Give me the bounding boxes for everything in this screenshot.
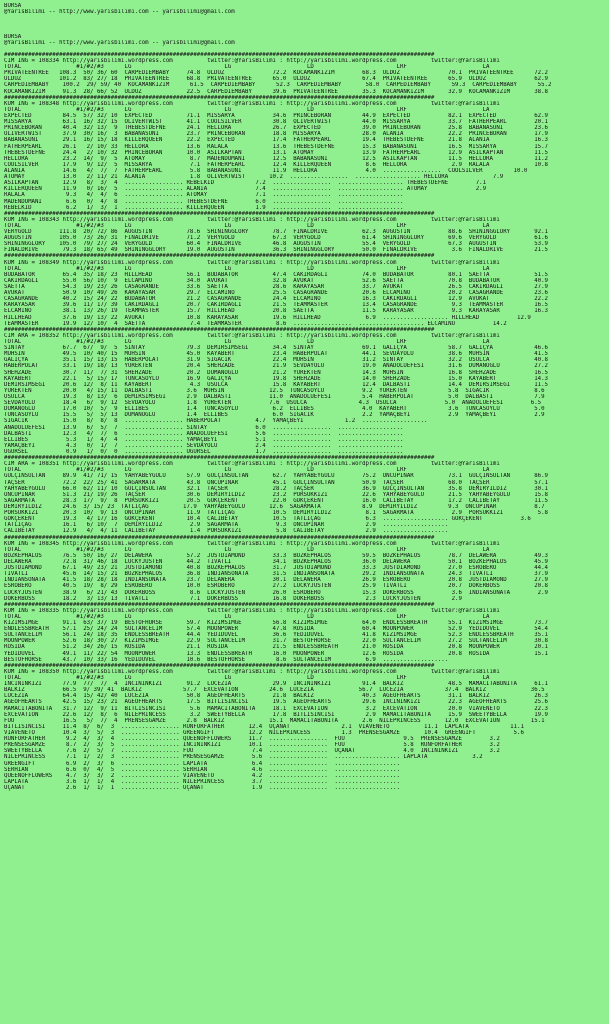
horse-row: SAETTA 54.3 19/ 23/ 26 CASAGRANDE 33.6 SAETTA 28.6 KARAYASAR 33.7 AVUKAT 26.5 CAKIRDAGLI 27.9	[4, 284, 548, 291]
horse-row: ALANIA 14.6 4/ 7/ 7 FATHERPEARL 5.8 BABANASUNI 11.9 HELLORA 4.0 ................. COOLSILVER 10.0	[4, 167, 528, 174]
horse-row: ELLIBES 5.3 1/ 4/ 4 ................. YAMAÇBEYI 5.1 ................. ...................	[4, 436, 404, 443]
horse-row: ÖNCÜPINAR 51.3 21/ 19/ 26 TAÇSER 30.6 DEMIRYILDIZ 23.2 PORSUKKIZI 22.6 YAHYABEYGÜLÜ 21.5 YAHYABEYGÜLÜ 15.8	[4, 491, 548, 498]
horse-row: SWEETYBELLA 7.6 2/ 5/ 7 ................. FUU 7.4 ................. UÇANAT 4.0 INCININKIZI 3.2	[4, 748, 500, 755]
horse-row: RUNFORFATHER 9.2 4/ 3/ 4 ................. QUEENOFFLOWERS 11.7 ................. FUU 9.5 PRENSESGAMZE 3.2	[4, 736, 500, 743]
horse-row: SERHIAN 6.6 0/ 4/ 5 ................. SERHIAN 4.6 ................. ...................	[4, 766, 400, 773]
horse-row: REBELKID 6.2 1/ 3/ 1 ................. KILLERQUEEN 1.9 ................. ...................	[4, 204, 404, 211]
horse-row: LUCKYJUSTEN 38.9 6/ 21/ 43 DÖKERBOSS 8.6 LUCKYJUSTEN 26.0 ESROBERO 15.3 DÖKERBOSS 3.6 INDIANSONATA 2.9	[4, 589, 548, 596]
horse-row: HABERPOLAT 33.1 19/ 18/ 13 YÜREKTEN 20.4 SHEHZADE 21.9 SEVDAYOLU 19.0 ANADOLUEFESI 31.6 DUMANOGLU 27.2	[4, 363, 548, 370]
horse-row: KOCAMANKIZIM 91.3 28/ 66/ 52 ULDUZ 22.5 CARPEDIEMBABY 39.6 PRIVATEENTREE 35.3 KOCAMANKIZIM 32.9 KOCAMANKIZIM 38.8	[4, 88, 548, 95]
horse-row: ANADOLUEFESI 13.9 6/ 5/ 7 ................. SINTAY 6.0 ................. ...................	[4, 424, 404, 431]
race-header-line: KUM ING = 108343 http://yarisbilimi.wordpress.com twitter:@YarisBilimi : http://yarisbilimi.wordpress.com twitter:@YarisBilimi	[4, 216, 500, 223]
horse-row: BITLISINCISI 11.4 8/ 6/ 3 ................. RUNFORFATHER 12.4 UÇANAT 2.1 VIAVENETO 11.1 LAPLATA 11.1	[4, 723, 524, 730]
race-header-line: CIM ING = 108334 http://yarisbilimi.wordpress.com twitter:@YarisBilimi : http://yarisbilimi.wordpress.com twitter:@YarisBilimi	[4, 57, 500, 64]
horse-row: ROSIDA 51.2 34/ 26/ 15 ROSIDA 21.1 ROSIDA 21.5 ENDLESSBREATH 21.0 ROSIDA 20.8 MOONPOWER 20.1	[4, 644, 548, 651]
horse-row: ASILKAPTAN 12.9 8/ 3/ 4 ................. REBELKID 7.2 ................. ................... THEBESTDEFNE 7.1	[4, 180, 487, 187]
column-header-line: TOTAL #1/#2/#3 LG LG LD LRF LA	[4, 265, 490, 272]
horse-row: LUCEZIA 64.4 15/ 42/ 40 LUCEZIA 50.8 AGEOFHEARTS 21.8 BALKIZ 40.3 AGEOFHEARTS 31.1 BALKIZ 26.3	[4, 693, 548, 700]
horse-row: FINALDRIVE 79.3 18/ 65/ 49 SHININGGLORY 19.0 AUGUSTIN 36.3 SHININGGLORY 50.0 FINALDRIVE 3.6 FINALDRIVE 21.5	[4, 247, 548, 254]
horse-row: FATHERPEARL 26.1 2/ 10/ 33 HELLORA 13.6 RALALA 13.6 THEBESTDEFNE 15.3 BABANASUNI 16.5 MISSARYA 15.7	[4, 143, 548, 150]
race-header-line: KUM ING = 108348 http://yarisbilimi.wordpress.com twitter:@YarisBilimi : http://yarisbilimi.wordpress.com twitter:@YarisBilimi	[4, 100, 500, 107]
race-header-line: CIM ARA = 108352 http://yarisbilimi.wordpress.com twitter:@YarisBilimi : http://yarisbilimi.wordpress.com twitter:@YarisBilimi	[4, 332, 500, 339]
horse-row: VERYGOLD 111.8 20/ 72/ 86 AUGUSTIN 78.6 SHININGGLORY 78.7 FINALDRIVE 62.3 AUGUSTIN 88.6 SHININGGLORY 92.1	[4, 229, 548, 236]
horse-row: GALIÇYA 35.1 15/ 13/ 15 HABERPOLAT 31.9 SIGACIK 22.4 MUHSIN 31.2 SINTAY 32.2 USULCA 40.8	[4, 357, 548, 364]
horse-row: MISSARYA 63.1 16/ 32/ 15 OLIVERTWIST 41.1 COOLSILVER 30.8 OLIVERTWIST 44.0 MISSARYA 33.7 FATHERPEARL 20.1	[4, 119, 548, 126]
horse-row: BOZKEPHALOS 76.5 50/ 16/ 27 DELAWERA 57.2 JUSTDIAMOND 33.3 BOZKEPHALOS 59.5 BOZKEPHALOS 78.7 DELAWERA 49.3	[4, 552, 548, 559]
column-header-line: TOTAL #1/#2/#3 LG LG LD LRF LA	[4, 675, 490, 682]
site-credit-line: @YarisBilimi -- http://www.yarisbilimi.com -- yarisbilimi@gmail.com	[4, 9, 235, 16]
horse-row: ATOMAY 13.0 2/ 11/ 21 ALANIA 1.8 OLIVERTWIST 10.2 ................. ................... HELLORA 7.9	[4, 174, 504, 181]
column-header-line: TOTAL #1/#2/#3 LG LG LD LRF LA	[4, 222, 490, 229]
horse-row: NILEPRINCESS 7.1 1/ 2/ 3 ................. PRENSESGAMZE 5.6 ................. ................... LAPLATA 3.2	[4, 754, 483, 761]
horse-row: YAMAÇBEYI 4.3 0/ 1/ 7 ................. SEVDAYOLU 2.4 ................. ...................	[4, 442, 404, 449]
race-header-line: KUM ING = 108345 http://yarisbilimi.wordpress.com twitter:@YarisBilimi : http://yarisbilimi.wordpress.com twitter:@YarisBilimi	[4, 540, 500, 547]
race-header-line: KUM ING = 108335 http://yarisbilimi.wordpress.com twitter:@YarisBilimi : http://yarisbilimi.wordpress.com twitter:@YarisBilimi	[4, 607, 500, 614]
horse-row: ENDLESSBREATH 57.1 25/ 24/ 24 SULTANCELIM 57.4 MOONPOWER 47.8 ROSIDA 60.4 MOONPOWER 52.9 YEDIDÜVEL 54.4	[4, 626, 548, 633]
horse-row: KIZIMSIMGE 91.1 63/ 37/ 19 BESTOFHORSE 59.7 KIZIMSIMGE 56.8 KIZIMSIMGE 64.0 ENDLESSBREATH 55.1 KIZIMSIMGE 73.7	[4, 620, 548, 627]
horse-row: EXPECTED 84.5 57/ 32/ 10 EXPECTED 71.1 MISSARYA 34.6 PRINCEBORAN 44.9 EXPECTED 82.1 EXPECTED 62.9	[4, 112, 548, 119]
horse-row: DELAWERA 72.8 31/ 46/ 18 LUCKYJUSTEN 44.2 TIVATLI 34.1 BOZKEPHALOS 36.0 DELAWERA 50.1 BOZKEPHALOS 45.9	[4, 558, 548, 565]
horse-row: SIGACIK 15.0 8/ 8/ 8 ................. HABERPOLAT 4.7 YAMAÇBEYI 1.2 ...................	[4, 418, 428, 425]
horse-row: BABANASUNI 29.1 16/ 15/ 18 KILLERQUEEN 22.2 EXPECTED 17.4 FATHERPEARL 19.4 THEBESTDEFNE 21.8 ALANIA 16.3	[4, 137, 548, 144]
horse-row: SULTANCELIM 56.1 24/ 18/ 35 ENDLESSBREATH 44.4 YEDIDÜVEL 36.6 YEDIDÜVEL 41.8 KIZIMSIMGE 52.3 ENDLESSBREATH 35.1	[4, 632, 548, 639]
horse-row: KAYABERT 22.1 5/ 15/ 17 TUNCASOYLU 16.9 GALIÇYA 19.8 SHEHZADE 14.0 SHEHZADE 15.0 KAYABERT 14.3	[4, 375, 548, 382]
horse-row: DUMANOGLU 17.0 10/ 5/ 9 ELLIBES 1.4 TUNCASOYLU 6.2 ELLIBES 4.0 KAYABERT 3.6 TUNCASOYLU 5.0	[4, 406, 545, 413]
horse-row: YAHYABEYGÜLÜ 66.0 62/ 11/ 10 GÜLÇINSULTAN 32.1 TAÇSER 28.2 TAÇSER 36.9 GÜLÇINSULTAN 35.8 DEMIRYILDIZ 30.1	[4, 485, 548, 492]
separator-line: #############################################################################################################################	[4, 601, 435, 608]
horse-row: USULCA 19.3 8/ 13/ 6 DEMIRSIMSEGI 2.9 DALBASTI 11.0 ANADOLUEFESI 5.4 HABERPOLAT 5.0 DALBASTI 7.9	[4, 394, 545, 400]
horse-row: PRENSESGAMZE 8.7 2/ 3/ 5 ................. INCININKIZI 10.1 ................. FUU 5.8 RUNFORFATHER 3.2	[4, 742, 500, 749]
site-credit-line: @YarisBilimi -- http://www.yarisbilimi.com -- yarisbilimi@gmail.com	[4, 39, 235, 46]
horse-row: CAKIRDAGLI 55.0 56/ 10/ 9 ELCAMINO 34.0 AVUKAT 32.8 AVUKAT 52.6 SAETTA 70.8 BUDABATOR 40.9	[4, 277, 548, 284]
horse-row: BUDABATOR 65.4 35/ 18/ 23 HILLHEAD 56.1 BUDABATOR 47.4 CAKIRDAGLI 74.0 BUDABATOR 80.1 SAETTA 51.5	[4, 271, 548, 278]
horse-row: PRINCEBORAN 40.4 32/ 13/ 9 THEBESTDEFNE 24.1 HELLORA 26.7 EXPECTED 39.0 PRINCEBORAN 25.8 BABANASUNI 23.6	[4, 125, 548, 132]
race-header-line: CIM ARA = 108351 http://yarisbilimi.wordpress.com twitter:@YarisBilimi : http://yarisbilimi.wordpress.com twitter:@YarisBilimi	[4, 461, 500, 468]
city-title: BURSA	[4, 3, 22, 9]
horse-row: KILLERQUEEN 11.9 0/ 16/ 5 ................. ALANIA 7.4 ................. ................... ATOMAY 2.9	[4, 186, 487, 193]
horse-row: TUNCASOYLU 15.5 5/ 5/ 13 DUMANOGLU 1.4 ELLIBES 6.0 SIGACIK 2.2 YAMAÇBEYI 2.9 YAMAÇBEYI 2.9	[4, 412, 545, 419]
horse-row: CARPEDIEMBABY 100.2 29/ 59/ 40 KOCAMANKIZIM 61.5 CARPEDIEMBABY 52.3 CARPEDIEMBABY 58.0 CARPEDIEMBABY 59.3 CARPEDIEMBABY 55.2	[4, 82, 552, 89]
horse-row: ULDUZ 101.2 83/ 27/ 18 PRIVATEENTREE 68.8 PRIVATEENTREE 65.0 ULDUZ 67.4 PRIVATEENTREE 65.9 ULDUZ 62.9	[4, 76, 548, 83]
horse-row: HILLHEAD 37.6 19/ 13/ 22 AVUKAT 10.8 KARAYASAR 19.6 HILLHEAD 6.9 ................... HILLHEAD 12.9	[4, 314, 531, 321]
column-header-line: TOTAL #1/#2/#3 LG LG LD LRF LA	[4, 339, 490, 346]
horse-row: AVUKAT 50.9 10/ 49/ 26 KARAYASAR 29.7 ELCAMINO 25.5 CASAGRANDE 20.6 ELCAMINO 20.2 CASAGRANDE 23.6	[4, 290, 548, 297]
horse-row: AGEOFHEARTS 42.5 15/ 23/ 21 AGEOFHEARTS 17.5 BITLISINCISI 19.5 AGEOFHEARTS 29.6 INCININKIZI 22.3 AGEOFHEARTS 25.6	[4, 699, 548, 706]
column-header-line: TOTAL #1/#2/#3 LG LG LD LRF LA	[4, 613, 490, 620]
column-header-line: TOTAL #1/#2/#3 LG LG LD LRF LA	[4, 64, 490, 71]
horse-row: HELLORA 23.2 14/ 9/ 5 ATOMAY 8.7 MADENDOMANI 12.5 BABANASUNI 12.5 ASILKAPTAN 11.5 HELLORA 11.2	[4, 155, 548, 162]
horse-row: DEMIRSIMSEGI 20.6 12/ 8/ 11 KAYABERT 4.3 USULCA 15.8 KAYABERT 12.4 DALBASTI 14.4 DEMIRSIMSEGI 11.5	[4, 381, 548, 388]
separator-line: #############################################################################################################################	[4, 326, 435, 333]
horse-row: UGURSEL 0.9 1/ 0/ 0 ................. UGURSEL 1.7 ................. ...................	[4, 448, 404, 455]
separator-line: #############################################################################################################################	[4, 94, 435, 101]
horse-row: MUHSIN 49.5 10/ 40/ 15 MUHSIN 45.0 KAYABERT 23.4 HABERPOLAT 44.1 SEVDAYOLU 38.6 MUHSIN 41.5	[4, 351, 548, 358]
separator-line: #############################################################################################################################	[4, 534, 435, 541]
separator-line: #############################################################################################################################	[4, 210, 435, 217]
horse-row: AUGUSTIN 105.0 73/ 26/ 31 FINALDRIVE 71.2 VERYGOLD 67.3 VERYGOLD 61.4 SHININGGLORY 69.6 VERYGOLD 61.6	[4, 235, 548, 242]
horse-row: PRIVATEENTREE 108.3 50/ 36/ 60 CARPEDIEMBABY 74.8 ULDUZ 72.2 KOCAMANKIZIM 68.3 ULDUZ 70.1 PRIVATEENTREE 72.2	[4, 70, 548, 77]
horse-row: ESROBERO 40.5 19/ 8/ 29 ESROBERO 10.0 ESROBERO 27.2 LUCKYJUSTEN 25.9 TIVATLI 20.7 DÖKERBOSS 20.8	[4, 583, 548, 590]
horse-row: TAÇSER 72.2 22/ 25/ 41 SAGARMATA 43.8 ÖNCÜPINAR 45.1 GÜLÇINSULTAN 50.9 TAÇSER 68.0 TAÇSER 57.1	[4, 479, 548, 486]
race-header-line: KUM ING = 108350 http://yarisbilimi.wordpress.com twitter:@YarisBilimi : http://yarisbilimi.wordpress.com twitter:@YarisBilimi	[4, 668, 500, 675]
separator-line: #############################################################################################################################	[4, 51, 435, 58]
separator-line: #############################################################################################################################	[4, 253, 435, 260]
horse-row: JUSTDIAMOND 67.1 49/ 23/ 21 JUSTDIAMOND 40.8 BOZKEPHALOS 31.7 JUSTDIAMOND 33.3 JUSTDIAMOND 27.0 ESROBERO 44.4	[4, 565, 548, 572]
horse-row: EXCEVATION 22.6 12/ 8/ 6 NILEPRINCESS 3.2 SWEETYBELLA 17.8 BITLISINCISI 2.9 MAMACITABONITA 15.9 SWEETYBELLA 19.9	[4, 711, 548, 718]
horse-row: MADENDOMANI 6.6 0/ 4/ 8 ................. THEBESTDEFNE 6.0 ................. ...................	[4, 198, 404, 205]
horse-row: FUU 16.5 5/ 7/ 4 PRENSESGAMZE 2.8 BALKIZ 15.1 MAMACITABONITA 2.6 NILEPRINCESS 12.0 EXCEVATION 15.1	[4, 717, 545, 724]
horse-row: RALALA 9.3 4/ 4/ 6 ................. ATOMAY 7.1 ................. ...................	[4, 192, 404, 199]
horse-row: LAPLATA 3.6 1/ 1/ 4 ................. NILEPRINCESS 3.7 ................. ...................	[4, 778, 400, 785]
column-header-line: TOTAL #1/#2/#3 LG LG LD LRF LA	[4, 106, 490, 113]
horse-row: YEDIDÜVEL 49.1 11/ 22/ 54 MOONPOWER 13.3 ENDLESSBREATH 16.0 MOONPOWER 12.6 ROSIDA 20.8 ROSIDA 15.1	[4, 650, 548, 657]
horse-row: PORSUKKIZI 20.3 10/ 9/ 13 ÖNCÜPINAR 11.9 TATLIÇAG 10.5 DEMIRYILDIZ 8.1 SAGARMATA 2.9 PORSUKKIZI 5.8	[4, 510, 548, 517]
horse-row: MAMACITABONITA 31.7 12/ 9/ 11 BITLISINCISI 5.6 MAMACITABONITA 18.1 EXCEVATION 3.2 EXCEVATION 20.0 VIAVENETO 22.3	[4, 705, 548, 712]
column-header-line: TOTAL #1/#2/#3 LG LG LD LRF LA	[4, 467, 490, 474]
horse-row: INDIANSONATA 41.5 18/ 28/ 18 INDIANSONATA 23.7 DELAWERA 30.1 DELAWERA 26.9 ESROBERO 20.8 JUSTDIAMOND 27.9	[4, 577, 548, 584]
horse-row: SINTAY 67.7 67/ 9/ 5 SINTAY 79.3 DEMIRSIMSEGI 34.4 SINTAY 69.1 GALIÇYA 58.7 GALIÇYA 46.6	[4, 345, 548, 352]
horse-row: CALIBETAY 12.9 4/ 4/ 11 CALIBETAY 1.4 PORSUKKIZI 5.8 CALIBETAY 2.9 ...................	[4, 528, 449, 535]
horse-row: DALBASTI 12.3 4/ 7/ 6 ................. ANADOLUEFESI 5.6 ................. ...................	[4, 430, 404, 437]
horse-row: BESTOFHORSE 43.7 10/ 33/ 16 YEDIDÜVEL 10.6 BESTOFHORSE 8.6 SULTANCELIM 6.9 ...................	[4, 656, 449, 663]
horse-row: YÜREKTEN 20.0 4/ 15/ 11 DALBASTI 3.6 MUHSIN 12.5 TUNCASOYLU 9.2 YÜREKTEN 5.8 SIGACIK 8.6	[4, 387, 545, 394]
horse-row: GÖKÇEKENT 19.3 4/ 17/ 16 GÖKÇEKENT 10.4 CALIBETAY 10.5 TATLIÇAG 6.3 ................... GÖKÇEKENT 3.6	[4, 516, 531, 523]
separator-line: #############################################################################################################################	[4, 662, 435, 669]
results-document	[4, 3, 608, 1021]
horse-row: VIAVENETO 10.4 3/ 5/ 3 ................. GREENGIFT 12.2 NILEPRINCESS 1.3 PRENSESGAMZE 10.4 GREENGIFT 5.6	[4, 730, 524, 737]
horse-row: OLIVERTWIST 37.9 30/ 16/ 3 BABANASUNI 23.7 PRINCEBORAN 18.8 MISSARYA 28.0 ALANIA 22.2 PRINCEBORAN 17.9	[4, 131, 548, 138]
horse-row: THEBESTDEFNE 24.4 2/ 10/ 32 PRINCEBORAN 10.0 ASILKAPTAN 13.1 ATOMAY 13.9 FATHERPEARL 12.9 ASILKAPTAN 11.5	[4, 149, 548, 156]
horse-row: ELCAMINO 38.1 13/ 26/ 19 TEAMMASTER 15.7 HILLHEAD 20.8 SAETTA 11.5 KARAYASAR 9.3 KARAYASAR 16.3	[4, 308, 548, 315]
horse-row: DÖKERBOSS 18.2 3/ 13/ 13 TIVATLI 7.1 DÖKERBOSS 16.8 DÖKERBOSS 2.3 LUCKYJUSTEN 2.9	[4, 595, 462, 602]
city-title: BURSA	[4, 33, 22, 40]
horse-row: UÇANAT 2.6 1/ 1/ 1 ................. UÇANAT 1.9 ................. ...................	[4, 785, 400, 791]
horse-row: QUEENOFFLOWERS 4.7 3/ 3/ 2 ................. VIAVENETO 4.2 ................. ...................	[4, 772, 400, 779]
horse-row: SHININGGLORY 105.0 79/ 27/ 24 VERYGOLD 60.4 FINALDRIVE 46.8 AUGUSTIN 55.4 VERYGOLD 67.3 AUGUSTIN 53.9	[4, 241, 548, 248]
horse-row: INCININKIZI 77.9 77/ 7/ 4 INCININKIZI 91.2 LUCEZIA 29.9 INCININKIZI 91.4 BALKIZ 48.5 MAMACITABONITA 61.1	[4, 681, 548, 688]
horse-row: GÜLÇINSULTAN 89.9 41/ 71/ 15 YAHYABEYGÜLÜ 57.9 GÜLÇINSULTAN 62.7 YAHYABEYGÜLÜ 75.2 ÖNCÜPINAR 73.1 GÜLÇINSULTAN 86.9	[4, 473, 548, 480]
horse-row: KARAYASAR 39.6 11/ 17/ 39 CAKIRDAGLI 20.7 CAKIRDAGLI 21.5 TEAMMASTER 13.4 CASAGRANDE 9.3 TEAMMASTER 16.5	[4, 302, 548, 309]
horse-row: CASAGRANDE 40.2 15/ 24/ 22 BUDABATOR 21.2 CASAGRANDE 24.4 ELCAMINO 16.3 CAKIRDAGLI 12.9 AVUKAT 22.2	[4, 296, 548, 303]
column-header-line: TOTAL #1/#2/#3 LG LG LD LRF LA	[4, 546, 490, 553]
horse-row: SHEHZADE 30.7 11/ 7/ 31 SHEHZADE 20.2 DUMANOGLU 21.2 YÜREKTEN 14.3 MUHSIN 16.8 SHEHZADE 16.5	[4, 369, 548, 376]
horse-row: MOONPOWER 52.6 18/ 30/ 27 KIZIMSIMGE 22.9 SULTANCELIM 31.7 BESTOFHORSE 22.0 SULTANCELIM 27.2 SULTANCELIM 30.8	[4, 638, 548, 645]
horse-row: TEAMMASTER 19.9 12/ 10/ 4 SAETTA 7.4 TEAMMASTER 8.6 ................. ................... ELCAMINO 14.2	[4, 320, 507, 327]
horse-row: SAGARMATA 28.3 17/ 9/ 8 PORSUKKIZI 20.5 GÖKÇEKENT 22.0 GÖKÇEKENT 16.0 CALIBETAY 17.2 CALIBETAY 11.5	[4, 497, 548, 504]
horse-row: DEMIRYILDIZ 24.6 3/ 15/ 23 TATLIÇAG 17.9 YAHYABEYGÜLÜ 12.6 SAGARMATA 8.9 DEMIRYILDIZ 9.3 ÖNCÜPINAR 8.7	[4, 503, 545, 510]
horse-row: TATLIÇAG 16.1 6/ 10/ 7 DEMIRYILDIZ 2.9 SAGARMATA 9.3 ÖNCÜPINAR 2.9 ...................	[4, 522, 449, 529]
race-header-line: KUM ING = 108349 http://yarisbilimi.wordpress.com twitter:@YarisBilimi : http://yarisbilimi.wordpress.com twitter:@YarisBilimi	[4, 259, 500, 266]
horse-row: COOLSILVER 17.9 9/ 12/ 5 MISSARYA 7.1 FATHERPEARL 12.4 KILLERQUEEN 8.6 HELLORA 2.9 RALALA 10.8	[4, 161, 548, 168]
horse-row: BALKIZ 66.5 9/ 39/ 41 BALKIZ 57.7 EXCEVATION 24.6 LUCEZIA 56.7 LUCEZIA 37.4 BALKIZ 36.5	[4, 687, 545, 694]
horse-row: SEVDAYOLU 18.4 6/ 9/ 12 SEVDAYOLU 1.8 YÜREKTEN 7.6 USULCA 4.3 USULCA 5.0 ANADOLUEFESI 6.5	[4, 400, 542, 407]
horse-row: TIVATLI 45.6 14/ 15/ 21 BOZKEPHALOS 36.8 INDIANSONATA 31.5 INDIANSONATA 29.2 INDIANSONATA 24.3 TIVATLI 37.9	[4, 571, 548, 578]
separator-line: #############################################################################################################################	[4, 455, 435, 462]
horse-row: GREENGIFT 6.9 2/ 3/ 6 ................. LAPLATA 6.4 ................. ...................	[4, 760, 400, 767]
